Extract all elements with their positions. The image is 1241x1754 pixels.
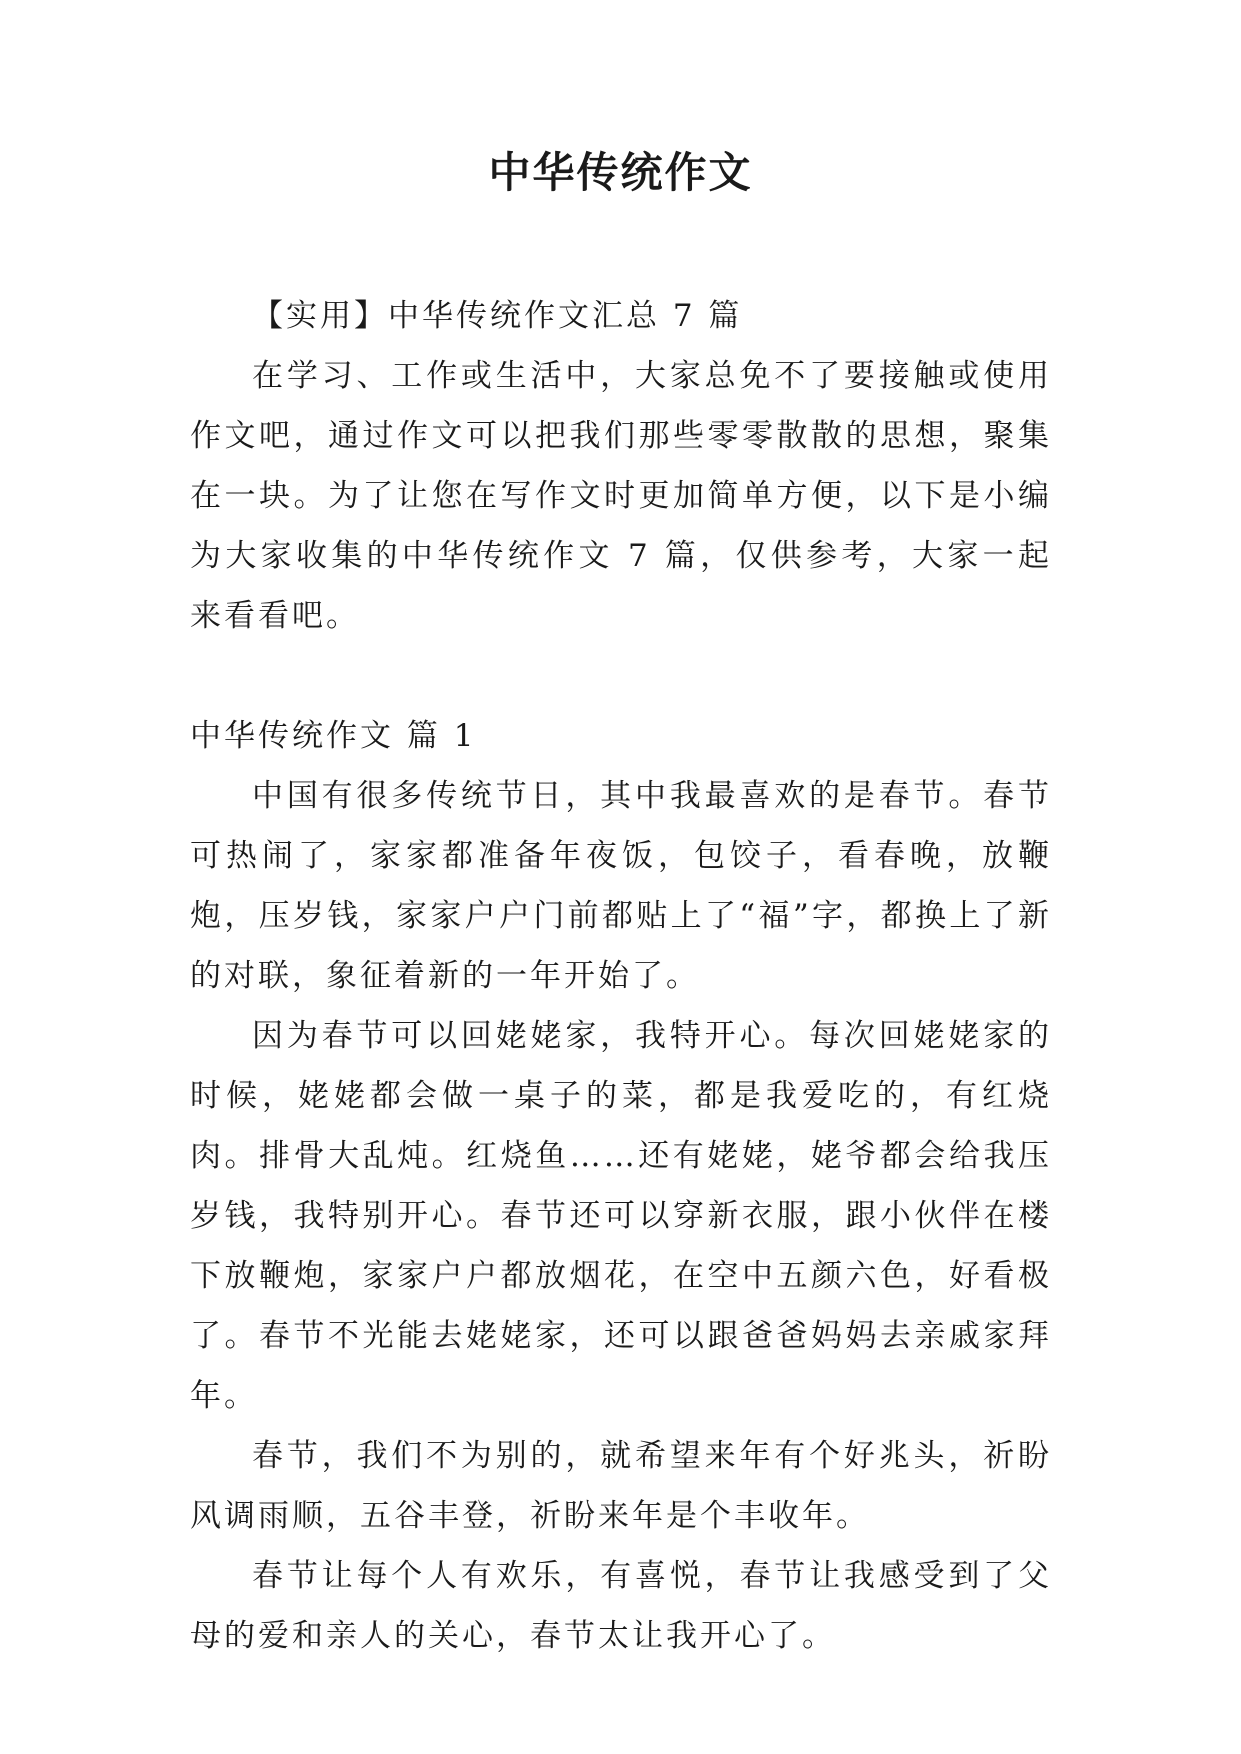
body-paragraph: 春节，我们不为别的，就希望来年有个好兆头，祈盼风调雨顺，五谷丰登，祈盼来年是个丰收年。 bbox=[190, 1438, 1052, 1534]
body-paragraph: 因为春节可以回姥姥家，我特开心。每次回姥姥家的时候，姥姥都会做一桌子的菜，都是我爱吃的，有红烧肉。排骨大乱炖。红烧鱼……还有姥姥，姥爷都会给我压岁钱，我特别开心。春节还可以穿新衣服，跟小伙伴在楼下放鞭炮，家家户户都放烟花，在空中五颜六色，好看极了。春节不光能去姥姥家，还可以跟爸爸妈妈去亲戚家拜年。 bbox=[190, 1018, 1052, 1414]
document-subtitle: 【实用】中华传统作文汇总 7 篇 bbox=[252, 298, 743, 334]
intro-paragraph: 在学习、工作或生活中，大家总免不了要接触或使用作文吧，通过作文可以把我们那些零零散散的思想，聚集在一块。为了让您在写作文时更加简单方便，以下是小编为大家收集的中华传统作文 7 篇，仅供参考，大家一起来看看吧。 bbox=[190, 358, 1052, 634]
body-paragraph: 中国有很多传统节日，其中我最喜欢的是春节。春节可热闹了，家家都准备年夜饭，包饺子，看春晚，放鞭炮，压岁钱，家家户户门前都贴上了“福”字，都换上了新的对联，象征着新的一年开始了。 bbox=[190, 778, 1052, 994]
document-title: 中华传统作文 bbox=[488, 148, 753, 197]
document-body bbox=[190, 286, 1052, 1666]
section-heading: 中华传统作文 篇 1 bbox=[190, 718, 477, 754]
body-paragraph: 春节让每个人有欢乐，有喜悦，春节让我感受到了父母的爱和亲人的关心，春节太让我开心了。 bbox=[190, 1558, 1052, 1654]
